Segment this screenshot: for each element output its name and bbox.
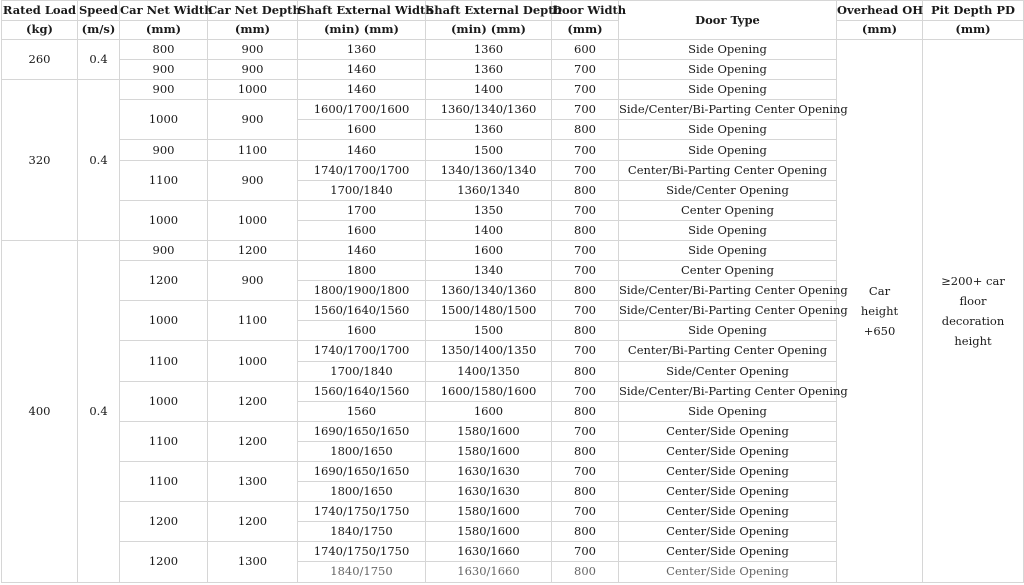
header-overhead-unit: (mm): [837, 20, 923, 40]
door-type-cell: Side Opening: [619, 240, 837, 260]
car-net-width-cell: 1100: [120, 461, 208, 501]
car-net-width-cell: 1100: [120, 341, 208, 381]
door-width-cell: 700: [552, 301, 619, 321]
header-pit-depth: Pit Depth PD: [923, 1, 1024, 21]
header-rated-load: Rated Load: [2, 1, 78, 21]
shaft-external-width-cell: 1840/1750: [298, 562, 426, 582]
car-net-depth-cell: 1200: [208, 421, 298, 461]
shaft-external-width-cell: 1600: [298, 220, 426, 240]
shaft-external-width-cell: 1460: [298, 240, 426, 260]
shaft-external-depth-cell: 1340/1360/1340: [426, 160, 552, 180]
shaft-external-width-cell: 1560: [298, 401, 426, 421]
door-type-cell: Side Opening: [619, 401, 837, 421]
shaft-external-depth-cell: 1630/1630: [426, 482, 552, 502]
header-car-net-width-unit: (mm): [120, 20, 208, 40]
car-net-width-cell: 1000: [120, 200, 208, 240]
door-width-cell: 800: [552, 321, 619, 341]
door-width-cell: 700: [552, 60, 619, 80]
shaft-external-width-cell: 1560/1640/1560: [298, 381, 426, 401]
door-width-cell: 700: [552, 80, 619, 100]
door-type-cell: Center/Side Opening: [619, 482, 837, 502]
shaft-external-depth-cell: 1580/1600: [426, 441, 552, 461]
elevator-spec-table: [1, 0, 1024, 583]
shaft-external-depth-cell: 1630/1660: [426, 562, 552, 582]
door-width-cell: 700: [552, 240, 619, 260]
door-width-cell: 800: [552, 220, 619, 240]
car-net-width-cell: 1100: [120, 160, 208, 200]
header-shaft-external-width-unit: (min) (mm): [298, 20, 426, 40]
door-type-cell: Center/Side Opening: [619, 522, 837, 542]
shaft-external-width-cell: 1840/1750: [298, 522, 426, 542]
car-net-depth-cell: 900: [208, 40, 298, 60]
shaft-external-width-cell: 1740/1700/1700: [298, 341, 426, 361]
car-net-width-cell: 1200: [120, 261, 208, 301]
header-door-type: Door Type: [619, 1, 837, 40]
overhead-cell: Car height +650: [837, 40, 923, 583]
door-width-cell: 700: [552, 542, 619, 562]
door-width-cell: 800: [552, 281, 619, 301]
speed-cell: 0.4: [78, 240, 120, 582]
car-net-width-cell: 900: [120, 140, 208, 160]
header-overhead: Overhead OH: [837, 1, 923, 21]
door-width-cell: 700: [552, 461, 619, 481]
car-net-width-cell: 900: [120, 80, 208, 100]
header-speed-unit: (m/s): [78, 20, 120, 40]
car-net-width-cell: 1000: [120, 100, 208, 140]
door-width-cell: 700: [552, 421, 619, 441]
header-shaft-external-width: Shaft External Width: [298, 1, 426, 21]
car-net-depth-cell: 1000: [208, 200, 298, 240]
table-body: [2, 40, 1024, 583]
header-door-width-unit: (mm): [552, 20, 619, 40]
pit-depth-cell: ≥200+ car floor decoration height: [923, 40, 1024, 583]
door-width-cell: 800: [552, 562, 619, 582]
shaft-external-width-cell: 1740/1700/1700: [298, 160, 426, 180]
rated-load-cell: 320: [2, 80, 78, 241]
shaft-external-width-cell: 1600: [298, 120, 426, 140]
shaft-external-width-cell: 1690/1650/1650: [298, 421, 426, 441]
door-type-cell: Side/Center/Bi-Parting Center Opening: [619, 100, 837, 120]
door-type-cell: Center/Side Opening: [619, 502, 837, 522]
car-net-width-cell: 900: [120, 60, 208, 80]
door-width-cell: 700: [552, 100, 619, 120]
door-width-cell: 800: [552, 180, 619, 200]
door-type-cell: Side Opening: [619, 60, 837, 80]
door-width-cell: 700: [552, 381, 619, 401]
header-shaft-external-depth: Shaft External Depth: [426, 1, 552, 21]
shaft-external-depth-cell: 1360: [426, 60, 552, 80]
shaft-external-depth-cell: 1360/1340/1360: [426, 281, 552, 301]
shaft-external-depth-cell: 1630/1630: [426, 461, 552, 481]
shaft-external-depth-cell: 1350: [426, 200, 552, 220]
header-car-net-depth: Car Net Depth: [208, 1, 298, 21]
door-width-cell: 800: [552, 401, 619, 421]
door-width-cell: 700: [552, 160, 619, 180]
car-net-width-cell: 1100: [120, 421, 208, 461]
shaft-external-depth-cell: 1400: [426, 80, 552, 100]
door-width-cell: 700: [552, 261, 619, 281]
shaft-external-width-cell: 1700: [298, 200, 426, 220]
speed-cell: 0.4: [78, 40, 120, 80]
header-shaft-external-depth-unit: (min) (mm): [426, 20, 552, 40]
car-net-width-cell: 1000: [120, 381, 208, 421]
door-type-cell: Center Opening: [619, 200, 837, 220]
shaft-external-width-cell: 1360: [298, 40, 426, 60]
car-net-depth-cell: 1200: [208, 240, 298, 260]
door-type-cell: Side Opening: [619, 220, 837, 240]
shaft-external-depth-cell: 1400/1350: [426, 361, 552, 381]
car-net-width-cell: 1000: [120, 301, 208, 341]
shaft-external-depth-cell: 1360/1340: [426, 180, 552, 200]
door-width-cell: 700: [552, 341, 619, 361]
shaft-external-width-cell: 1460: [298, 60, 426, 80]
shaft-external-depth-cell: 1500: [426, 140, 552, 160]
shaft-external-depth-cell: 1360: [426, 120, 552, 140]
car-net-depth-cell: 1100: [208, 140, 298, 160]
door-type-cell: Center/Bi-Parting Center Opening: [619, 341, 837, 361]
speed-cell: 0.4: [78, 80, 120, 241]
door-width-cell: 700: [552, 502, 619, 522]
door-type-cell: Center/Side Opening: [619, 441, 837, 461]
door-type-cell: Center/Side Opening: [619, 562, 837, 582]
shaft-external-depth-cell: 1600: [426, 401, 552, 421]
door-width-cell: 800: [552, 441, 619, 461]
car-net-width-cell: 1200: [120, 502, 208, 542]
door-type-cell: Side Opening: [619, 140, 837, 160]
car-net-depth-cell: 1000: [208, 80, 298, 100]
shaft-external-depth-cell: 1580/1600: [426, 421, 552, 441]
shaft-external-width-cell: 1800/1650: [298, 482, 426, 502]
door-width-cell: 800: [552, 482, 619, 502]
shaft-external-depth-cell: 1340: [426, 261, 552, 281]
door-type-cell: Center/Bi-Parting Center Opening: [619, 160, 837, 180]
door-type-cell: Center/Side Opening: [619, 461, 837, 481]
shaft-external-depth-cell: 1580/1600: [426, 522, 552, 542]
header-rated-load-unit: (kg): [2, 20, 78, 40]
car-net-depth-cell: 900: [208, 60, 298, 80]
shaft-external-width-cell: 1800: [298, 261, 426, 281]
car-net-depth-cell: 1100: [208, 301, 298, 341]
door-type-cell: Side Opening: [619, 80, 837, 100]
table-row: [2, 40, 1024, 60]
door-type-cell: Side/Center Opening: [619, 361, 837, 381]
car-net-depth-cell: 900: [208, 160, 298, 200]
door-type-cell: Center/Side Opening: [619, 421, 837, 441]
door-type-cell: Side/Center/Bi-Parting Center Opening: [619, 281, 837, 301]
shaft-external-width-cell: 1800/1900/1800: [298, 281, 426, 301]
header-pit-depth-unit: (mm): [923, 20, 1024, 40]
shaft-external-depth-cell: 1600: [426, 240, 552, 260]
shaft-external-width-cell: 1460: [298, 80, 426, 100]
shaft-external-depth-cell: 1350/1400/1350: [426, 341, 552, 361]
shaft-external-width-cell: 1700/1840: [298, 361, 426, 381]
shaft-external-width-cell: 1560/1640/1560: [298, 301, 426, 321]
shaft-external-depth-cell: 1500/1480/1500: [426, 301, 552, 321]
shaft-external-width-cell: 1460: [298, 140, 426, 160]
car-net-width-cell: 1200: [120, 542, 208, 582]
shaft-external-depth-cell: 1600/1580/1600: [426, 381, 552, 401]
shaft-external-width-cell: 1600: [298, 321, 426, 341]
shaft-external-width-cell: 1740/1750/1750: [298, 542, 426, 562]
shaft-external-width-cell: 1690/1650/1650: [298, 461, 426, 481]
shaft-external-depth-cell: 1630/1660: [426, 542, 552, 562]
car-net-depth-cell: 1000: [208, 341, 298, 381]
shaft-external-depth-cell: 1400: [426, 220, 552, 240]
car-net-depth-cell: 900: [208, 261, 298, 301]
shaft-external-depth-cell: 1500: [426, 321, 552, 341]
header-door-width: Door Width: [552, 1, 619, 21]
car-net-depth-cell: 1300: [208, 461, 298, 501]
door-width-cell: 700: [552, 200, 619, 220]
car-net-width-cell: 900: [120, 240, 208, 260]
shaft-external-depth-cell: 1360/1340/1360: [426, 100, 552, 120]
shaft-external-depth-cell: 1580/1600: [426, 502, 552, 522]
car-net-depth-cell: 1300: [208, 542, 298, 582]
car-net-depth-cell: 1200: [208, 502, 298, 542]
shaft-external-depth-cell: 1360: [426, 40, 552, 60]
rated-load-cell: 260: [2, 40, 78, 80]
rated-load-cell: 400: [2, 240, 78, 582]
car-net-depth-cell: 1200: [208, 381, 298, 421]
door-type-cell: Center Opening: [619, 261, 837, 281]
table-header: [2, 1, 1024, 40]
door-width-cell: 800: [552, 361, 619, 381]
door-type-cell: Center/Side Opening: [619, 542, 837, 562]
shaft-external-width-cell: 1800/1650: [298, 441, 426, 461]
door-width-cell: 700: [552, 140, 619, 160]
door-type-cell: Side/Center/Bi-Parting Center Opening: [619, 381, 837, 401]
car-net-depth-cell: 900: [208, 100, 298, 140]
shaft-external-width-cell: 1600/1700/1600: [298, 100, 426, 120]
header-car-net-width: Car Net Width: [120, 1, 208, 21]
door-width-cell: 800: [552, 120, 619, 140]
door-type-cell: Side Opening: [619, 321, 837, 341]
header-car-net-depth-unit: (mm): [208, 20, 298, 40]
shaft-external-width-cell: 1700/1840: [298, 180, 426, 200]
door-type-cell: Side/Center Opening: [619, 180, 837, 200]
door-width-cell: 800: [552, 522, 619, 542]
door-type-cell: Side/Center/Bi-Parting Center Opening: [619, 301, 837, 321]
header-speed: Speed: [78, 1, 120, 21]
door-type-cell: Side Opening: [619, 120, 837, 140]
door-type-cell: Side Opening: [619, 40, 837, 60]
shaft-external-width-cell: 1740/1750/1750: [298, 502, 426, 522]
car-net-width-cell: 800: [120, 40, 208, 60]
door-width-cell: 600: [552, 40, 619, 60]
